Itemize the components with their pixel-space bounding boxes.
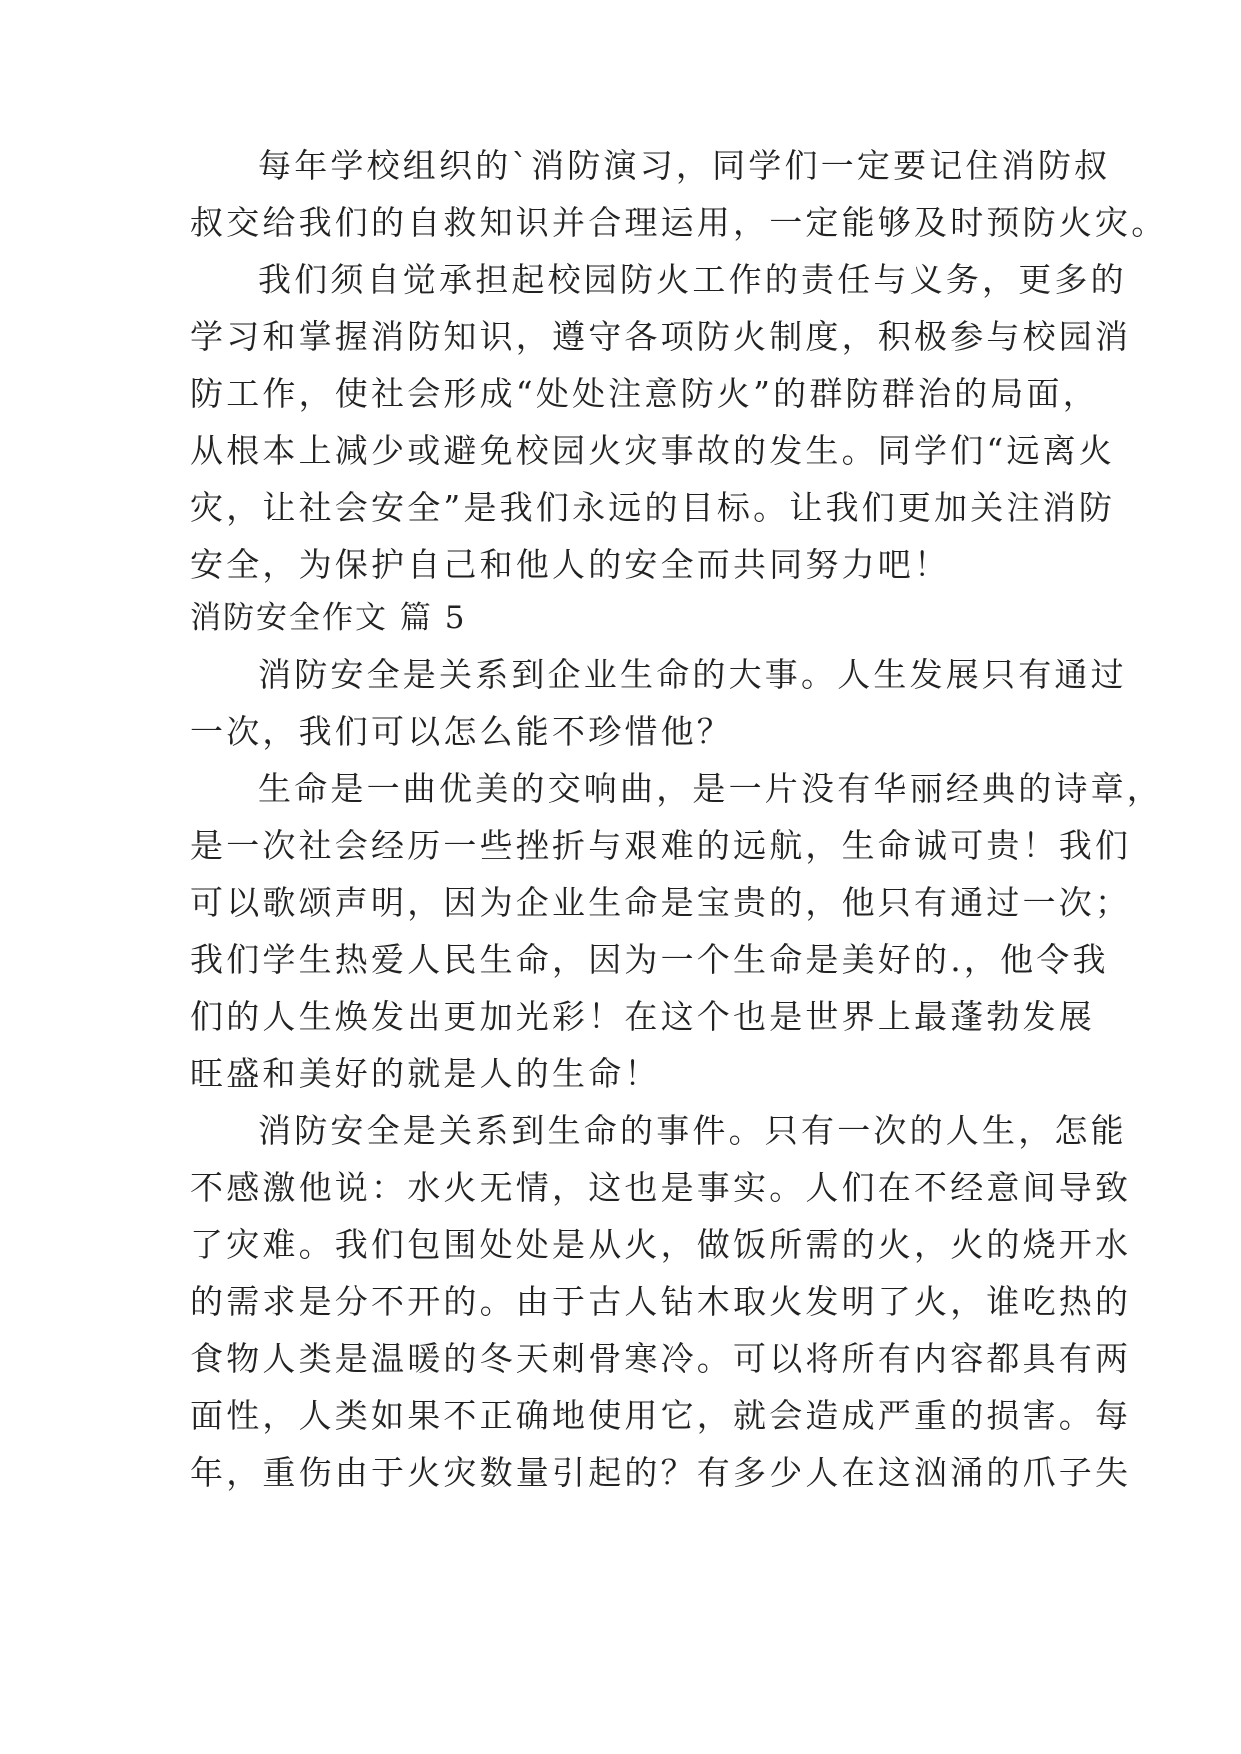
section-paragraph-1-line-2: 一次，我们可以怎么能不珍惜他？	[190, 712, 733, 751]
paragraph-1-line-2: 叔交给我们的自救知识并合理运用，一定能够及时预防火灾。	[190, 203, 1168, 242]
paragraph-2-line-6: 安全，为保护自己和他人的安全而共同努力吧！	[190, 545, 951, 584]
paragraph-1-line-1: 每年学校组织的`消防演习，同学们一定要记住消防叔	[258, 146, 1111, 185]
section-paragraph-2-line-3: 可以歌颂声明，因为企业生命是宝贵的，他只有通过一次；	[190, 883, 1132, 922]
paragraph-2-line-1: 我们须自觉承担起校园防火工作的责任与义务，更多的	[258, 260, 1127, 299]
section-paragraph-3-line-6: 面性，人类如果不正确地使用它，就会造成严重的损害。每	[190, 1396, 1132, 1435]
section-paragraph-2-line-1: 生命是一曲优美的交响曲，是一片没有华丽经典的诗章，	[258, 769, 1163, 808]
section-heading: 消防安全作文 篇 5	[190, 600, 467, 636]
section-paragraph-3-line-7: 年，重伤由于火灾数量引起的？有多少人在这汹涌的爪子失	[190, 1453, 1132, 1492]
section-paragraph-2-line-2: 是一次社会经历一些挫折与艰难的远航，生命诚可贵！我们	[190, 826, 1132, 865]
section-paragraph-2-line-4: 我们学生热爱人民生命，因为一个生命是美好的.，他令我	[190, 940, 1109, 979]
paragraph-2-line-5: 灾，让社会安全”是我们永远的目标。让我们更加关注消防	[190, 488, 1116, 527]
paragraph-2-line-4: 从根本上减少或避免校园火灾事故的发生。同学们“远离火	[190, 431, 1116, 470]
paragraph-2-line-3: 防工作，使社会形成“处处注意防火”的群防群治的局面，	[190, 374, 1099, 413]
paragraph-2-line-2: 学习和掌握消防知识，遵守各项防火制度，积极参与校园消	[190, 317, 1132, 356]
section-paragraph-3-line-2: 不感激他说：水火无情，这也是事实。人们在不经意间导致	[190, 1168, 1132, 1207]
section-paragraph-2-line-5: 们的人生焕发出更加光彩！在这个也是世界上最蓬勃发展	[190, 997, 1095, 1036]
section-paragraph-1-line-1: 消防安全是关系到企业生命的大事。人生发展只有通过	[258, 655, 1127, 694]
section-paragraph-3-line-4: 的需求是分不开的。由于古人钻木取火发明了火，谁吃热的	[190, 1282, 1132, 1321]
section-paragraph-3-line-3: 了灾难。我们包围处处是从火，做饭所需的火，火的烧开水	[190, 1225, 1132, 1264]
section-paragraph-2-line-6: 旺盛和美好的就是人的生命！	[190, 1054, 661, 1093]
section-paragraph-3-line-5: 食物人类是温暖的冬天刺骨寒冷。可以将所有内容都具有两	[190, 1339, 1132, 1378]
section-paragraph-3-line-1: 消防安全是关系到生命的事件。只有一次的人生，怎能	[258, 1111, 1127, 1150]
